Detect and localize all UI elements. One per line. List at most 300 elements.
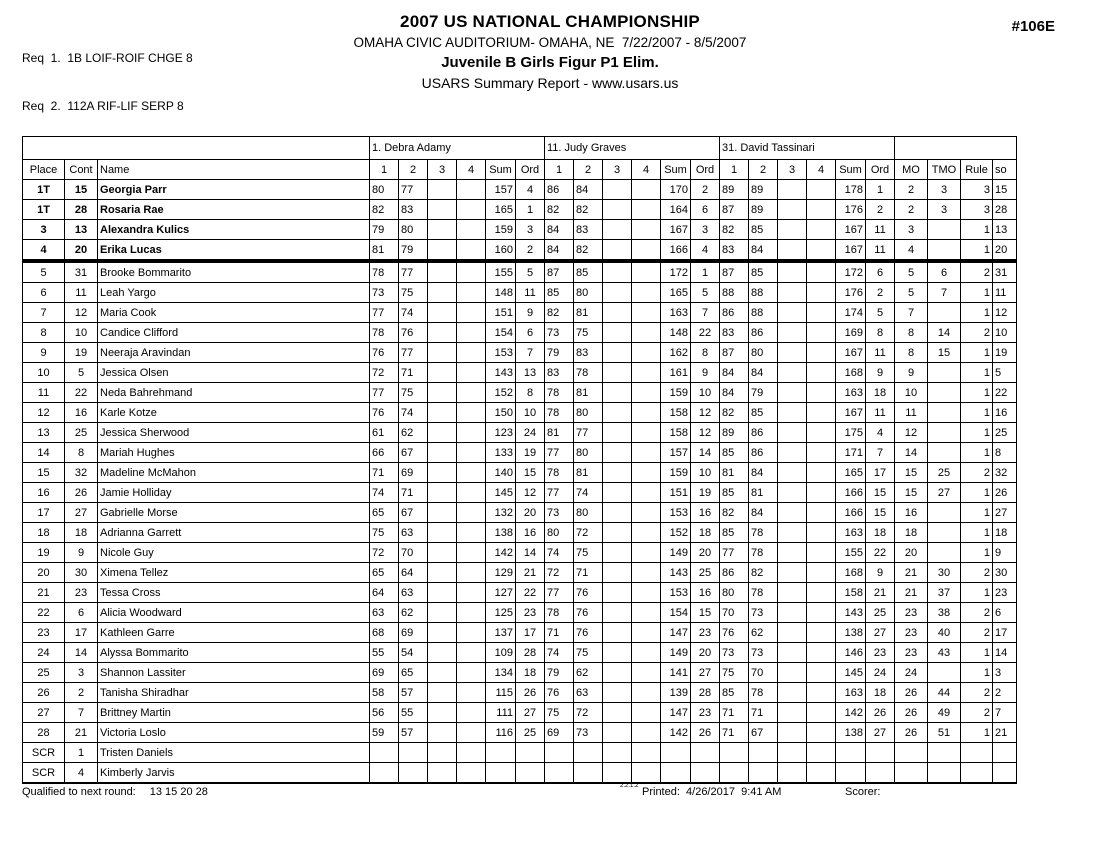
cell-name: Alexandra Kulics — [98, 220, 370, 240]
cell-judge2-sum: 154 — [661, 603, 691, 623]
cell-judge2-score1: 74 — [545, 643, 574, 663]
cell-tmo: 49 — [928, 703, 961, 723]
cell-judge3-score1: 84 — [720, 383, 749, 403]
cell-judge1-ord: 27 — [516, 703, 545, 723]
cell-judge3-score2: 78 — [749, 583, 778, 603]
cell-judge1-score2: 54 — [399, 643, 428, 663]
cell-judge3-score4 — [807, 283, 836, 303]
cell-judge2-score2: 73 — [574, 723, 603, 743]
cell-judge3-sum: 167 — [836, 240, 866, 262]
cell-judge3-score4 — [807, 763, 836, 784]
cell-place: 1T — [23, 200, 65, 220]
cell-rule: 2 — [961, 323, 993, 343]
cell-judge2-score3 — [603, 240, 632, 262]
cell-judge3-score3 — [778, 363, 807, 383]
cell-judge3-score3 — [778, 483, 807, 503]
cell-judge3-score3 — [778, 463, 807, 483]
col-header-judge3-ord: Ord — [866, 160, 895, 180]
cell-judge1-score4 — [457, 623, 486, 643]
cell-judge1-sum: 109 — [486, 643, 516, 663]
cell-judge2-score2 — [574, 763, 603, 784]
cell-judge2-sum: 159 — [661, 463, 691, 483]
cell-judge2-score3 — [603, 383, 632, 403]
cell-judge1-score1: 56 — [370, 703, 399, 723]
cell-rule: 1 — [961, 523, 993, 543]
cell-judge2-score3 — [603, 543, 632, 563]
cell-judge2-score2: 84 — [574, 180, 603, 200]
cell-judge3-score1: 70 — [720, 603, 749, 623]
cell-judge2-sum: 170 — [661, 180, 691, 200]
cell-rule: 1 — [961, 443, 993, 463]
cell-judge1-score3 — [428, 603, 457, 623]
cell-judge3-score1: 87 — [720, 261, 749, 283]
cell-name: Jamie Holliday — [98, 483, 370, 503]
cell-judge2-ord: 18 — [691, 523, 720, 543]
cell-judge2-score2: 63 — [574, 683, 603, 703]
cell-place: 25 — [23, 663, 65, 683]
cell-judge1-score2: 57 — [399, 723, 428, 743]
cell-judge2-score4 — [632, 683, 661, 703]
cell-judge1-score3 — [428, 261, 457, 283]
cell-judge2-score4 — [632, 583, 661, 603]
cell-judge2-score3 — [603, 603, 632, 623]
cell-judge1-score3 — [428, 483, 457, 503]
cell-judge3-score2: 82 — [749, 563, 778, 583]
cell-so: 10 — [993, 323, 1017, 343]
cell-judge1-ord: 9 — [516, 303, 545, 323]
cell-judge1-score1: 75 — [370, 523, 399, 543]
cell-name: Madeline McMahon — [98, 463, 370, 483]
cell-judge2-ord: 12 — [691, 403, 720, 423]
cell-place: 15 — [23, 463, 65, 483]
cell-judge2-ord: 16 — [691, 583, 720, 603]
column-header-row — [23, 160, 1017, 180]
cell-judge2-score4 — [632, 603, 661, 623]
cell-judge3-ord: 2 — [866, 283, 895, 303]
cell-judge3-ord: 23 — [866, 643, 895, 663]
cell-judge1-score4 — [457, 363, 486, 383]
cell-judge1-score4 — [457, 200, 486, 220]
cell-rule: 1 — [961, 403, 993, 423]
cell-judge1-score3 — [428, 423, 457, 443]
qualified-values: 13 15 20 28 — [149, 786, 208, 798]
cell-mo: 2 — [895, 180, 928, 200]
scorer-label: Scorer: — [845, 786, 881, 798]
cell-judge3-score4 — [807, 583, 836, 603]
cell-mo: 12 — [895, 423, 928, 443]
cell-judge1-score2: 67 — [399, 503, 428, 523]
table-row — [23, 463, 1017, 483]
cell-judge3-score4 — [807, 703, 836, 723]
cell-judge1-score2: 70 — [399, 543, 428, 563]
cell-place: 5 — [23, 261, 65, 283]
cell-judge2-score2: 80 — [574, 283, 603, 303]
cell-judge1-ord: 14 — [516, 543, 545, 563]
cell-judge3-ord: 9 — [866, 563, 895, 583]
cell-judge2-sum: 163 — [661, 303, 691, 323]
cell-judge1-score4 — [457, 483, 486, 503]
cell-judge2-score2: 85 — [574, 261, 603, 283]
cell-judge1-sum: 160 — [486, 240, 516, 262]
cell-judge1-score4 — [457, 240, 486, 262]
table-row — [23, 583, 1017, 603]
cell-judge3-score1: 80 — [720, 583, 749, 603]
col-header-judge3-sum: Sum — [836, 160, 866, 180]
cell-judge1-ord: 23 — [516, 603, 545, 623]
cell-judge3-score3 — [778, 563, 807, 583]
cell-cont: 4 — [65, 763, 98, 784]
cell-judge2-score2: 62 — [574, 663, 603, 683]
cell-judge3-score4 — [807, 240, 836, 262]
cell-judge2-ord: 6 — [691, 200, 720, 220]
table-row — [23, 303, 1017, 323]
cell-rule — [961, 763, 993, 784]
cell-judge1-score4 — [457, 180, 486, 200]
cell-name: Alicia Woodward — [98, 603, 370, 623]
cell-judge3-score3 — [778, 343, 807, 363]
cell-cont: 16 — [65, 403, 98, 423]
cell-judge2-sum: 149 — [661, 543, 691, 563]
cell-mo — [895, 763, 928, 784]
cell-judge2-score1: 87 — [545, 261, 574, 283]
cell-judge1-sum: 116 — [486, 723, 516, 743]
cell-judge1-sum: 151 — [486, 303, 516, 323]
cell-judge2-ord: 5 — [691, 283, 720, 303]
cell-judge1-score1: 78 — [370, 261, 399, 283]
cell-judge2-score1: 81 — [545, 423, 574, 443]
judge-name-3: 31. David Tassinari — [720, 137, 895, 160]
cell-judge1-score1: 71 — [370, 463, 399, 483]
cell-rule: 2 — [961, 603, 993, 623]
judge-name-1: 1. Debra Adamy — [370, 137, 545, 160]
cell-judge1-score3 — [428, 523, 457, 543]
cell-judge1-score2: 69 — [399, 463, 428, 483]
cell-tmo: 6 — [928, 261, 961, 283]
col-header-judge1-2: 2 — [399, 160, 428, 180]
cell-judge3-score4 — [807, 723, 836, 743]
cell-name: Kimberly Jarvis — [98, 763, 370, 784]
cell-judge1-ord — [516, 743, 545, 763]
cell-judge2-score2: 81 — [574, 463, 603, 483]
cell-cont: 10 — [65, 323, 98, 343]
cell-judge3-ord: 9 — [866, 363, 895, 383]
cell-judge2-score1: 84 — [545, 220, 574, 240]
cell-judge1-sum: 142 — [486, 543, 516, 563]
cell-judge2-ord: 2 — [691, 180, 720, 200]
cell-judge3-sum: 167 — [836, 343, 866, 363]
cell-tmo — [928, 543, 961, 563]
cell-judge3-score3 — [778, 403, 807, 423]
cell-judge3-score2: 67 — [749, 723, 778, 743]
cell-judge3-ord: 27 — [866, 623, 895, 643]
cell-judge3-sum: 168 — [836, 563, 866, 583]
cell-place: 6 — [23, 283, 65, 303]
cell-name: Nicole Guy — [98, 543, 370, 563]
cell-judge1-ord: 21 — [516, 563, 545, 583]
cell-mo: 2 — [895, 200, 928, 220]
cell-judge2-sum: 166 — [661, 240, 691, 262]
cell-judge1-score4 — [457, 503, 486, 523]
cell-cont: 20 — [65, 240, 98, 262]
cell-judge2-score1: 78 — [545, 403, 574, 423]
cell-mo: 4 — [895, 240, 928, 262]
cell-place: 11 — [23, 383, 65, 403]
cell-judge1-ord: 12 — [516, 483, 545, 503]
cell-tmo — [928, 403, 961, 423]
cell-judge1-ord: 13 — [516, 363, 545, 383]
cell-judge1-ord: 19 — [516, 443, 545, 463]
col-header-judge3-3: 3 — [778, 160, 807, 180]
cell-judge1-score1: 65 — [370, 563, 399, 583]
cell-tmo: 37 — [928, 583, 961, 603]
cell-judge2-score3 — [603, 261, 632, 283]
cell-place: 20 — [23, 563, 65, 583]
cell-judge2-sum: 159 — [661, 383, 691, 403]
cell-judge1-sum: 157 — [486, 180, 516, 200]
cell-judge3-score3 — [778, 523, 807, 543]
cell-judge3-score1: 84 — [720, 363, 749, 383]
cell-judge2-score3 — [603, 583, 632, 603]
cell-tmo — [928, 220, 961, 240]
cell-judge1-score3 — [428, 583, 457, 603]
table-row — [23, 200, 1017, 220]
cell-judge3-sum — [836, 743, 866, 763]
cell-rule: 1 — [961, 383, 993, 403]
cell-judge3-score2: 70 — [749, 663, 778, 683]
cell-mo: 8 — [895, 343, 928, 363]
cell-judge3-score2: 80 — [749, 343, 778, 363]
report-subtitle: USARS Summary Report - www.usars.us — [421, 75, 679, 91]
cell-judge3-score3 — [778, 603, 807, 623]
cell-judge1-score4 — [457, 723, 486, 743]
cell-name: Leah Yargo — [98, 283, 370, 303]
cell-judge3-score2: 89 — [749, 200, 778, 220]
col-header-judge2-1: 1 — [545, 160, 574, 180]
cell-judge1-score3 — [428, 463, 457, 483]
cell-tmo — [928, 743, 961, 763]
cell-judge2-score1: 83 — [545, 363, 574, 383]
col-header-judge2-4: 4 — [632, 160, 661, 180]
cell-judge3-score1: 77 — [720, 543, 749, 563]
cell-judge1-score4 — [457, 563, 486, 583]
cell-judge2-score3 — [603, 683, 632, 703]
cell-name: Tessa Cross — [98, 583, 370, 603]
cell-judge2-score2: 83 — [574, 343, 603, 363]
cell-place: 4 — [23, 240, 65, 262]
table-row — [23, 663, 1017, 683]
cell-judge2-score1: 72 — [545, 563, 574, 583]
cell-judge3-score2: 78 — [749, 523, 778, 543]
col-header-judge2-sum: Sum — [661, 160, 691, 180]
cell-judge2-sum: 164 — [661, 200, 691, 220]
cell-judge2-score2: 71 — [574, 563, 603, 583]
cell-cont: 1 — [65, 743, 98, 763]
cell-judge1-score3 — [428, 503, 457, 523]
cell-judge3-sum: 176 — [836, 283, 866, 303]
cell-judge3-score3 — [778, 743, 807, 763]
cell-judge3-sum: 158 — [836, 583, 866, 603]
cell-judge1-score1: 82 — [370, 200, 399, 220]
qualified-line — [22, 786, 208, 798]
cell-cont: 18 — [65, 523, 98, 543]
cell-judge1-score3 — [428, 663, 457, 683]
cell-judge1-score1: 79 — [370, 220, 399, 240]
cell-judge3-sum: 145 — [836, 663, 866, 683]
cell-judge2-score4 — [632, 343, 661, 363]
cell-rule: 1 — [961, 543, 993, 563]
cell-judge3-score4 — [807, 483, 836, 503]
cell-judge3-score2: 86 — [749, 323, 778, 343]
cell-judge2-score2: 82 — [574, 240, 603, 262]
cell-so: 14 — [993, 643, 1017, 663]
cell-judge3-score4 — [807, 261, 836, 283]
cell-judge3-score4 — [807, 663, 836, 683]
cell-judge3-score3 — [778, 623, 807, 643]
cell-judge1-score4 — [457, 403, 486, 423]
cell-judge2-ord: 7 — [691, 303, 720, 323]
cell-judge2-score4 — [632, 663, 661, 683]
cell-judge3-ord: 11 — [866, 403, 895, 423]
cell-judge2-score2: 76 — [574, 603, 603, 623]
cell-judge2-sum: 157 — [661, 443, 691, 463]
cell-judge3-score4 — [807, 200, 836, 220]
cell-judge3-score4 — [807, 303, 836, 323]
cell-judge1-score1: 58 — [370, 683, 399, 703]
cell-place: SCR — [23, 763, 65, 784]
cell-name: Neda Bahrehmand — [98, 383, 370, 403]
col-header-judge1-sum: Sum — [486, 160, 516, 180]
cell-judge3-score1 — [720, 763, 749, 784]
cell-judge2-ord: 19 — [691, 483, 720, 503]
cell-tmo — [928, 303, 961, 323]
cell-judge1-score2: 71 — [399, 363, 428, 383]
cell-judge2-score1: 76 — [545, 683, 574, 703]
cell-judge2-ord: 3 — [691, 220, 720, 240]
cell-judge3-ord: 1 — [866, 180, 895, 200]
cell-judge2-score1: 78 — [545, 603, 574, 623]
cell-judge3-score2: 86 — [749, 423, 778, 443]
cell-judge1-score1: 77 — [370, 303, 399, 323]
cell-judge2-ord — [691, 763, 720, 784]
cell-judge2-score1: 78 — [545, 463, 574, 483]
cell-cont: 19 — [65, 343, 98, 363]
col-header-rule: Rule — [961, 160, 993, 180]
cell-judge3-ord: 7 — [866, 443, 895, 463]
cell-judge3-ord: 5 — [866, 303, 895, 323]
cell-judge2-score4 — [632, 240, 661, 262]
cell-judge2-sum: 139 — [661, 683, 691, 703]
table-row — [23, 423, 1017, 443]
cell-judge1-ord: 1 — [516, 200, 545, 220]
table-row — [23, 743, 1017, 763]
cell-judge2-score4 — [632, 180, 661, 200]
cell-judge1-score2: 79 — [399, 240, 428, 262]
cell-judge1-score4 — [457, 220, 486, 240]
table-row — [23, 383, 1017, 403]
cell-judge1-score1: 76 — [370, 403, 399, 423]
cell-judge3-score2: 88 — [749, 283, 778, 303]
cell-judge2-score1: 80 — [545, 523, 574, 543]
cell-judge3-score2: 84 — [749, 463, 778, 483]
cell-judge1-score1: 69 — [370, 663, 399, 683]
cell-judge1-score3 — [428, 383, 457, 403]
cell-name: Jessica Olsen — [98, 363, 370, 383]
cell-judge1-sum: 143 — [486, 363, 516, 383]
cell-judge2-ord: 20 — [691, 643, 720, 663]
cell-judge1-score2: 69 — [399, 623, 428, 643]
cell-place: 17 — [23, 503, 65, 523]
cell-judge1-score2 — [399, 743, 428, 763]
cell-judge1-sum: 134 — [486, 663, 516, 683]
cell-tmo — [928, 443, 961, 463]
cell-judge3-score1: 85 — [720, 443, 749, 463]
cell-tmo — [928, 763, 961, 784]
cell-rule: 1 — [961, 503, 993, 523]
cell-judge3-score2: 86 — [749, 443, 778, 463]
cell-judge3-ord: 17 — [866, 463, 895, 483]
cell-judge1-sum: 127 — [486, 583, 516, 603]
cell-judge1-score1: 64 — [370, 583, 399, 603]
cell-judge1-score3 — [428, 220, 457, 240]
cell-judge3-score1 — [720, 743, 749, 763]
table-row — [23, 261, 1017, 283]
cell-judge2-score3 — [603, 463, 632, 483]
cell-name: Gabrielle Morse — [98, 503, 370, 523]
cell-judge1-score3 — [428, 623, 457, 643]
cell-judge2-score1: 79 — [545, 343, 574, 363]
cell-judge2-score3 — [603, 180, 632, 200]
cell-rule: 3 — [961, 200, 993, 220]
cell-judge3-score1: 82 — [720, 503, 749, 523]
col-header-judge3-4: 4 — [807, 160, 836, 180]
cell-rule: 1 — [961, 643, 993, 663]
cell-judge2-ord: 15 — [691, 603, 720, 623]
cell-judge2-score4 — [632, 383, 661, 403]
cell-judge1-ord: 28 — [516, 643, 545, 663]
cell-judge1-score1: 80 — [370, 180, 399, 200]
cell-judge2-score3 — [603, 220, 632, 240]
cell-tmo — [928, 363, 961, 383]
cell-judge1-score3 — [428, 343, 457, 363]
cell-judge2-score2: 82 — [574, 200, 603, 220]
cell-judge3-sum: 167 — [836, 403, 866, 423]
cell-judge1-sum: 148 — [486, 283, 516, 303]
cell-judge2-score4 — [632, 563, 661, 583]
cell-mo: 26 — [895, 723, 928, 743]
cell-judge2-score4 — [632, 200, 661, 220]
cell-judge3-sum: 165 — [836, 463, 866, 483]
cell-judge2-score1: 85 — [545, 283, 574, 303]
cell-mo: 24 — [895, 663, 928, 683]
cell-judge1-sum: 150 — [486, 403, 516, 423]
cell-cont: 26 — [65, 483, 98, 503]
cell-cont: 25 — [65, 423, 98, 443]
table-row — [23, 643, 1017, 663]
col-header-judge1-ord: Ord — [516, 160, 545, 180]
cell-judge2-score2: 81 — [574, 383, 603, 403]
cell-judge3-score3 — [778, 220, 807, 240]
cell-judge1-score2: 62 — [399, 603, 428, 623]
cell-judge2-sum: 147 — [661, 703, 691, 723]
cell-judge2-score3 — [603, 743, 632, 763]
cell-judge3-score4 — [807, 180, 836, 200]
cell-cont: 27 — [65, 503, 98, 523]
cell-cont: 32 — [65, 463, 98, 483]
cell-judge3-score2: 71 — [749, 703, 778, 723]
cell-judge2-score4 — [632, 220, 661, 240]
cell-judge3-score3 — [778, 200, 807, 220]
cell-judge3-ord: 11 — [866, 220, 895, 240]
